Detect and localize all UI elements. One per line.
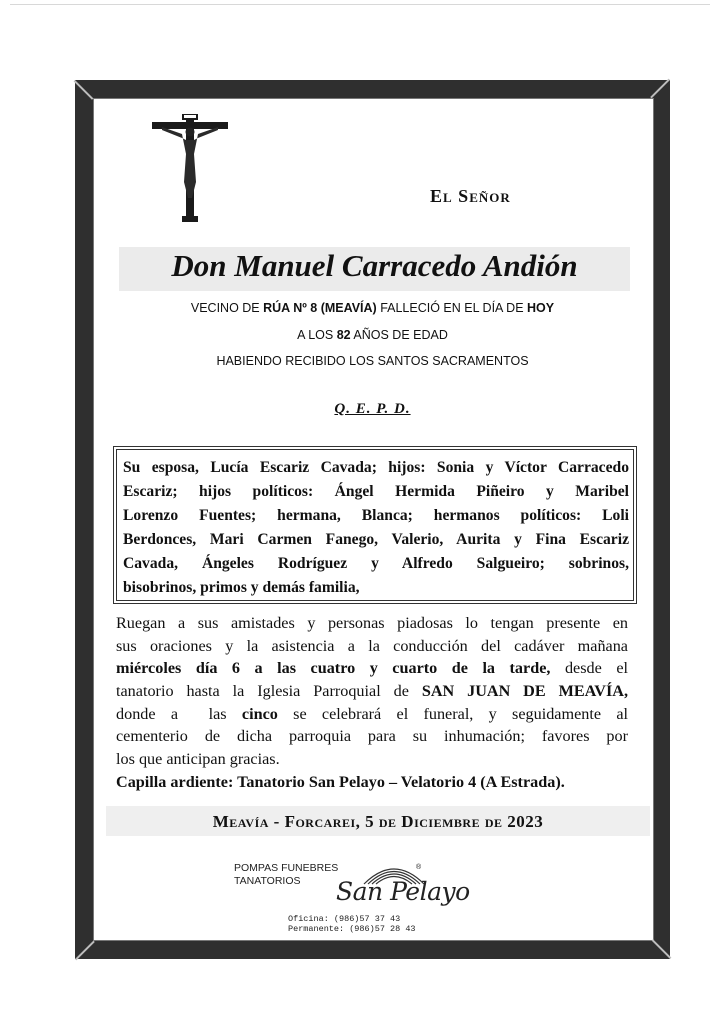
company-phones	[288, 914, 416, 934]
family-line: Lorenzo Fuentes; hermana, Blanca; hermanos políticos: Loli	[123, 507, 629, 524]
permanent-phone: Permanente: (986)57 28 43	[288, 924, 416, 934]
company-line: POMPAS FUNEBRES	[234, 862, 339, 874]
funeral-details	[116, 612, 628, 771]
family-line: Su esposa, Lucía Escariz Cavada; hijos: Sonia y Víctor Carracedo	[123, 459, 629, 476]
qepd-text: Q. E. P. D.	[334, 401, 411, 417]
place-date: Meavía - Forcarei, 5 de Diciembre de 2023	[212, 812, 544, 831]
family-line: Cavada, Ángeles Rodríguez y Alfredo Salgueiro; sobrinos,	[123, 555, 629, 572]
funeral-company	[234, 862, 338, 888]
sacraments-line: HABIENDO RECIBIDO LOS SANTOS SACRAMENTOS	[216, 354, 529, 368]
honorific-title: El Señor	[430, 186, 511, 206]
body-line: Ruegan a sus amistades y personas piadosas lo tengan presente en	[116, 614, 628, 632]
family-box-inner	[116, 449, 634, 601]
company-logo-name: San Pelayo	[336, 877, 470, 906]
residence-line: VECINO DE RÚA Nº 8 (MEAVÍA) FALLECIÓ EN EL DÍA DE HOY	[190, 301, 555, 315]
family-line: Berdonces, Mari Carmen Fanego, Valerio, Aurita y Fina Escariz	[123, 531, 629, 548]
family-line: Escariz; hijos políticos: Ángel Hermida Piñeiro y Maribel	[123, 483, 629, 500]
body-line: los que anticipan gracias.	[116, 750, 280, 769]
body-line: miércoles día 6 a las cuatro y cuarto de la tarde, desde el	[116, 659, 629, 678]
body-line: tanatorio hasta la Iglesia Parroquial de SAN JUAN DE MEAVÍA,	[116, 682, 628, 701]
family-box	[113, 446, 637, 604]
deceased-name: Don Manuel Carracedo Andión	[171, 248, 578, 283]
scan-edge-line	[10, 4, 710, 5]
office-phone: Oficina: (986)57 37 43	[288, 914, 401, 924]
age-line: A LOS 82 AÑOS DE EDAD	[297, 328, 448, 342]
body-line: donde a las cinco se celebrará el funeral, y seguidamente al	[116, 704, 628, 723]
registered-mark: ®	[416, 864, 422, 871]
crucifix-icon	[150, 112, 230, 224]
company-line: TANATORIOS	[234, 875, 301, 887]
body-line: sus oraciones y la asistencia a la conducción del cadáver mañana	[116, 636, 628, 655]
wake-location: Capilla ardiente: Tanatorio San Pelayo – Velatorio 4 (A Estrada).	[116, 773, 565, 791]
body-line: cementerio de dicha parroquia para su inhumación; favores por	[116, 727, 628, 746]
family-line: bisobrinos, primos y demás familia,	[123, 579, 360, 596]
